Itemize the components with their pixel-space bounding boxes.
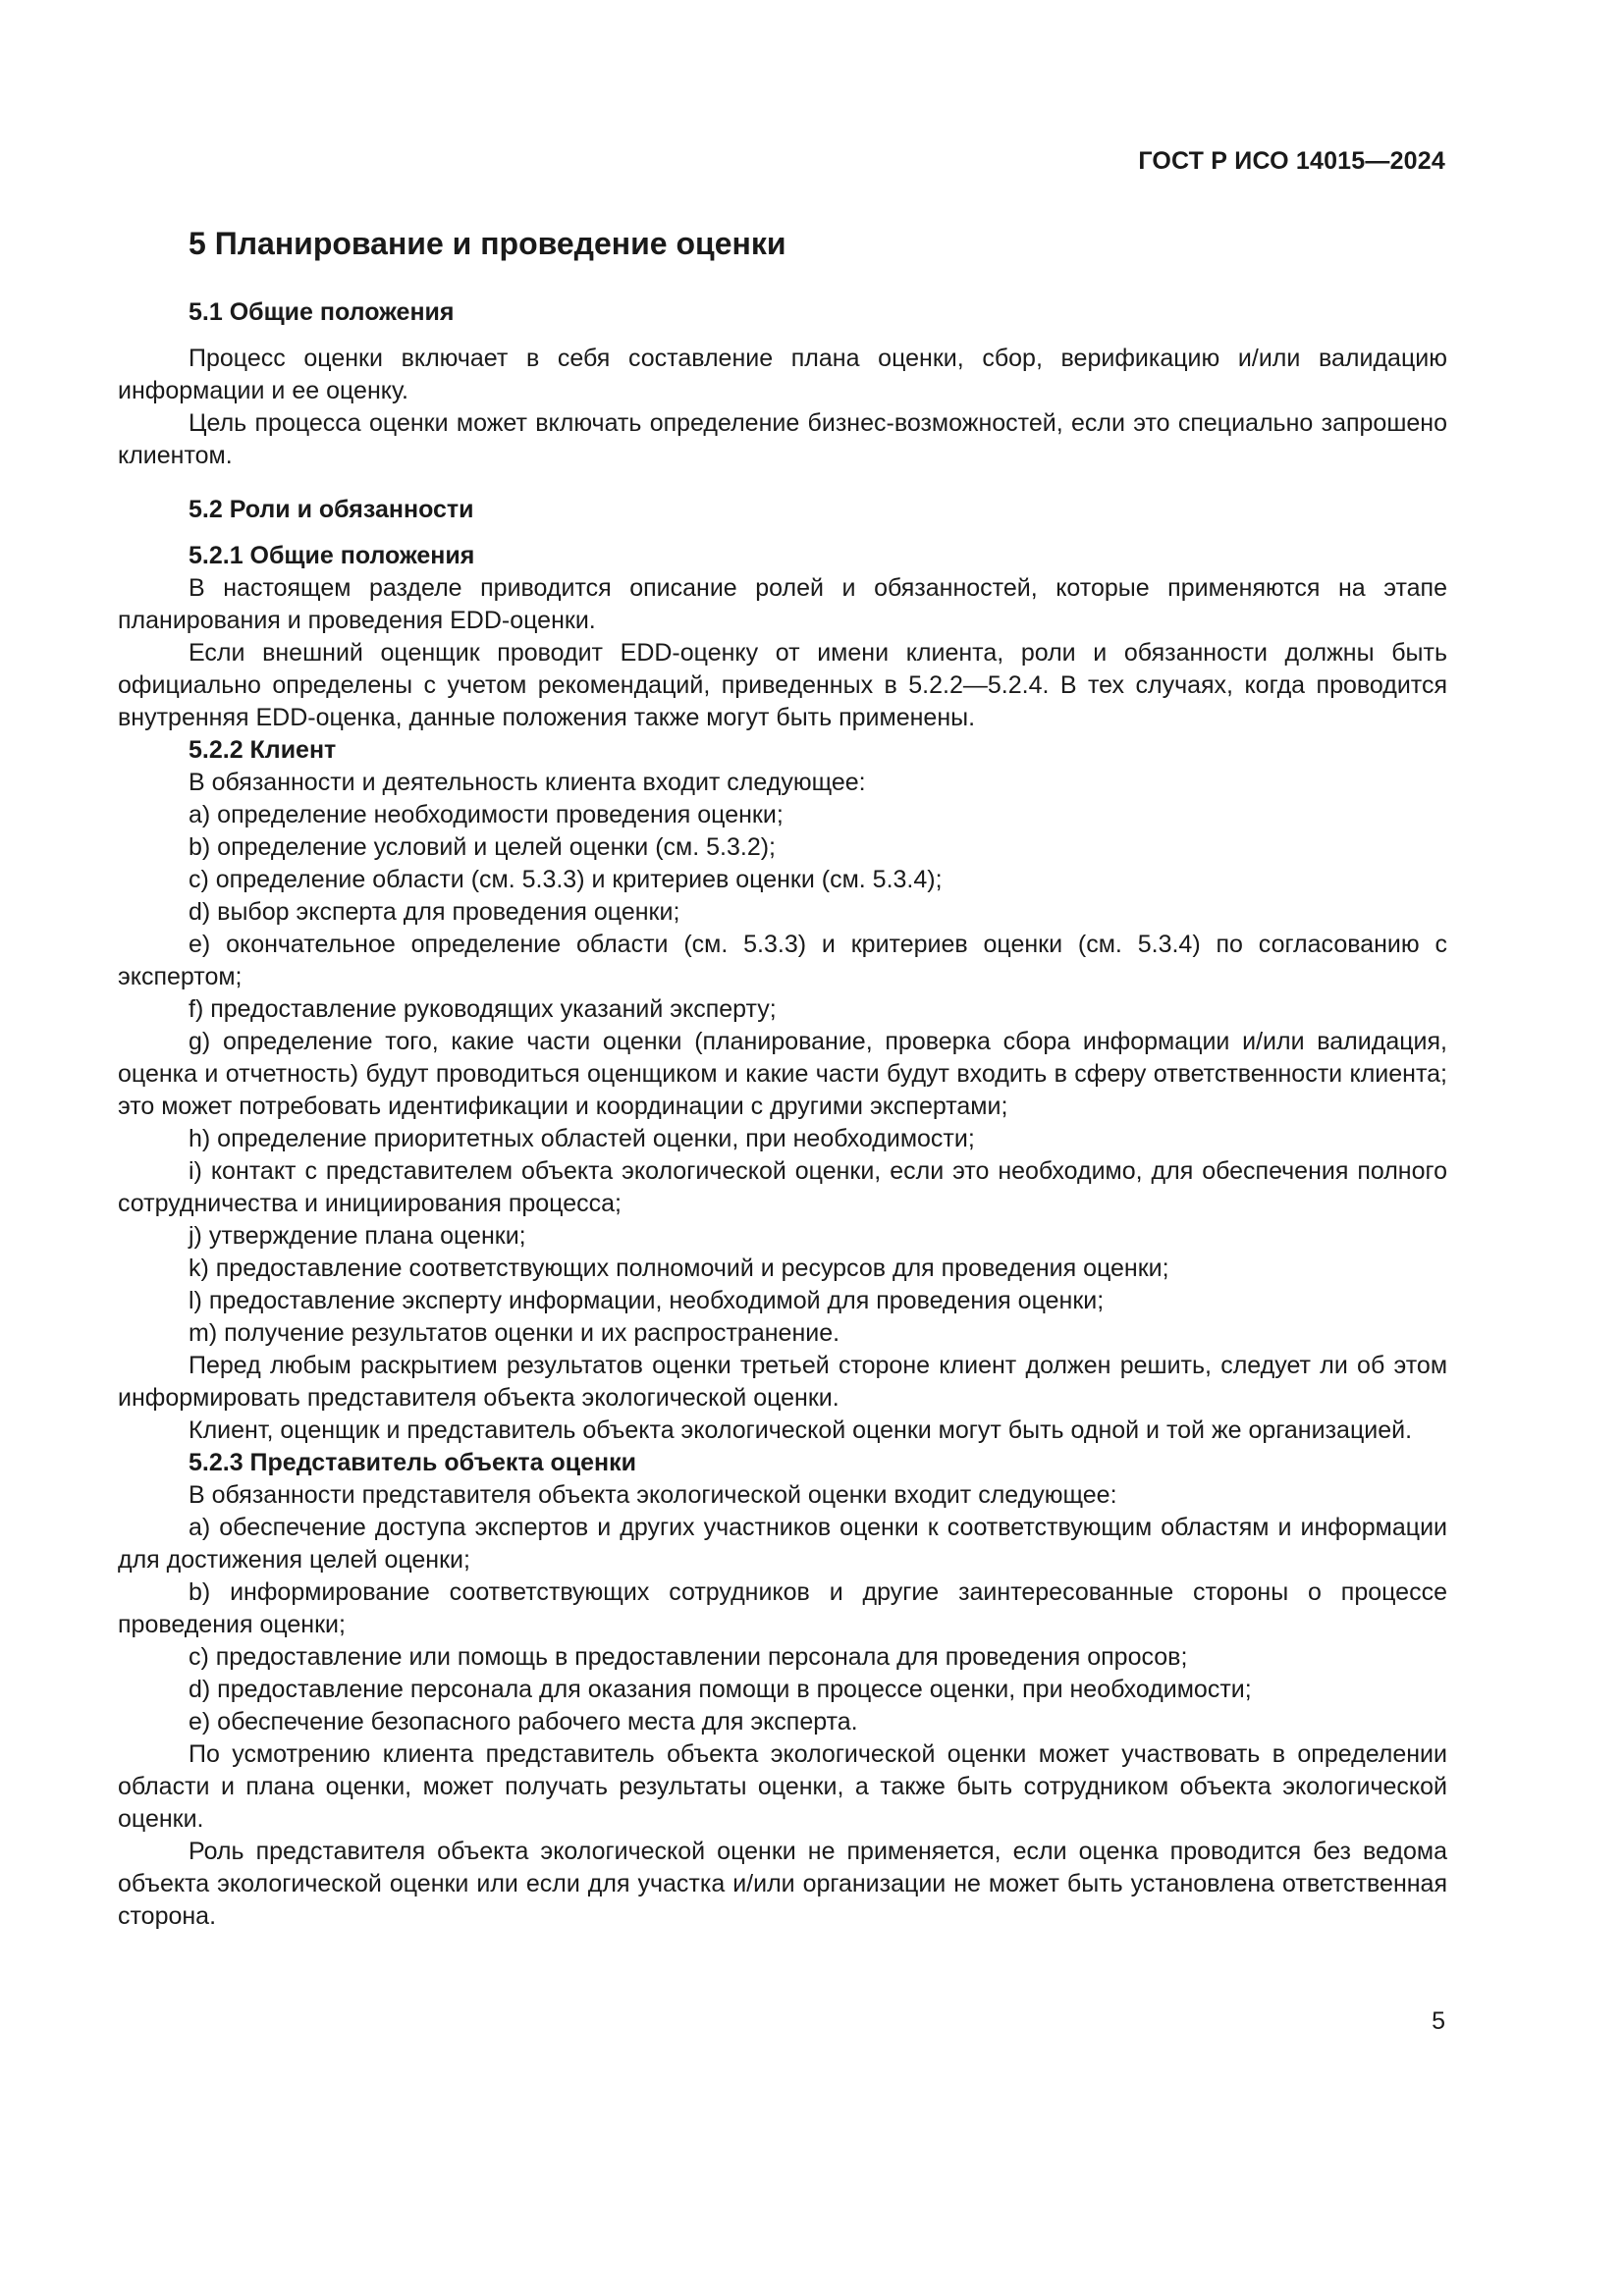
paragraph: Если внешний оценщик проводит EDD-оценку от имени клиента, роли и обязанности должны быть официально определены с учетом рекомендаций, приведенных в 5.2.2—5.2.4. В тех случаях, когда проводится внутренняя EDD-оценка, данные положения также могут быть применены. [118,639,1447,731]
subsection-5-2-title: 5.2 Роли и обязанности [189,496,474,523]
list-item: a) определение необходимости проведения оценки; [189,801,784,828]
list-item: k) предоставление соответствующих полномочий и ресурсов для проведения оценки; [189,1255,1169,1282]
paragraph: В настоящем разделе приводится описание ролей и обязанностей, которые применяются на этапе планирования и проведения EDD-оценки. [118,574,1447,634]
list-item: i) контакт с представителем объекта экологической оценки, если это необходимо, для обеспечения полного сотрудничества и инициирования процесса; [118,1157,1447,1217]
paragraph: Цель процесса оценки может включать определение бизнес-возможностей, если это специально запрошено клиентом. [118,409,1447,469]
list-item: j) утверждение плана оценки; [189,1222,526,1250]
subsection-5-2-3-title: 5.2.3 Представитель объекта оценки [189,1449,637,1476]
list-item: g) определение того, какие части оценки (планирование, проверка сбора информации и/или валидация, оценка и отчетность) будут проводиться оценщиком и какие части будут входить в сферу ответственности клиента; это может потребовать идентификации и координации с другими экспертами; [118,1028,1447,1120]
list-item: c) определение области (см. 5.3.3) и критериев оценки (см. 5.3.4); [189,866,943,893]
paragraph: Роль представителя объекта экологической оценки не применяется, если оценка проводится без ведома объекта экологической оценки или если для участка и/или организации не может быть установлена ответственная сторона. [118,1838,1447,1930]
subsection-5-2-1-title: 5.2.1 Общие положения [189,542,475,569]
page-number: 5 [1432,2007,1445,2035]
list-item: f) предоставление руководящих указаний эксперту; [189,995,777,1023]
list-item: l) предоставление эксперту информации, необходимой для проведения оценки; [189,1287,1105,1314]
paragraph: Перед любым раскрытием результатов оценки третьей стороне клиент должен решить, следует ли об этом информировать представителя объекта экологической оценки. [118,1352,1447,1412]
list-item: m) получение результатов оценки и их распространение. [189,1319,840,1347]
list-item: e) окончательное определение области (см. 5.3.3) и критериев оценки (см. 5.3.4) по согласованию с экспертом; [118,931,1447,990]
list-item: c) предоставление или помощь в предоставлении персонала для проведения опросов; [189,1643,1188,1671]
list-item: a) обеспечение доступа экспертов и других участников оценки к соответствующим областям и информации для достижения целей оценки; [118,1514,1447,1574]
list-item: d) предоставление персонала для оказания помощи в процессе оценки, при необходимости; [189,1676,1252,1703]
list-item: b) определение условий и целей оценки (см. 5.3.2); [189,833,776,861]
page-content [118,224,1447,1933]
list-intro: В обязанности представителя объекта экологической оценки входит следующее: [189,1481,1117,1509]
list-intro: В обязанности и деятельность клиента входит следующее: [189,769,866,796]
document-header: ГОСТ Р ИСО 14015—2024 [1138,147,1445,175]
subsection-5-1-title: 5.1 Общие положения [189,298,455,326]
paragraph: По усмотрению клиента представитель объекта экологической оценки может участвовать в определении области и плана оценки, может получать результаты оценки, а также быть сотрудником объекта экологической оценки. [118,1740,1447,1833]
paragraph: Процесс оценки включает в себя составление плана оценки, сбор, верификацию и/или валидацию информации и ее оценку. [118,345,1447,404]
subsection-5-2-2-title: 5.2.2 Клиент [189,736,337,764]
list-item: b) информирование соответствующих сотрудников и другие заинтересованные стороны о процессе проведения оценки; [118,1578,1447,1638]
section-title: 5 Планирование и проведение оценки [189,226,786,261]
list-item: e) обеспечение безопасного рабочего места для эксперта. [189,1708,858,1735]
paragraph: Клиент, оценщик и представитель объекта экологической оценки могут быть одной и той же организацией. [189,1416,1413,1444]
list-item: d) выбор эксперта для проведения оценки; [189,898,680,926]
list-item: h) определение приоритетных областей оценки, при необходимости; [189,1125,975,1152]
